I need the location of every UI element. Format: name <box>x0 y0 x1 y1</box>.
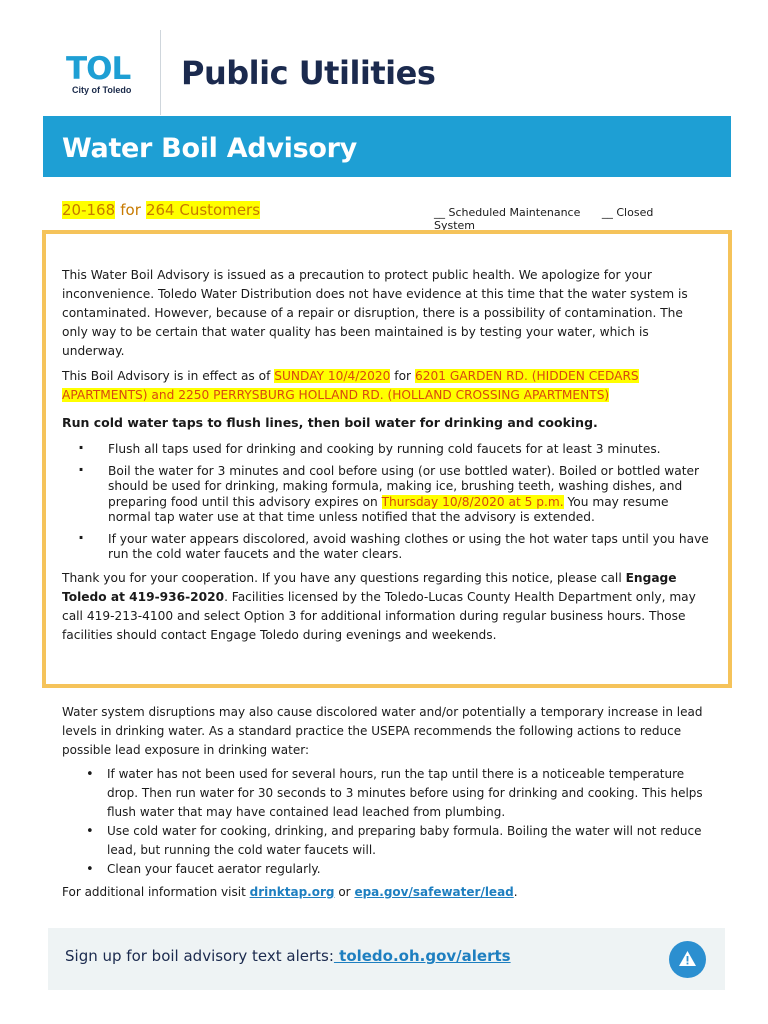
logo-subtitle: City of Toledo <box>72 85 132 95</box>
step-boil <box>62 464 712 526</box>
alerts-link[interactable]: toledo.oh.gov/alerts <box>333 947 511 965</box>
advisory-meta <box>62 200 682 232</box>
logo-mark: TOL <box>66 51 131 87</box>
lead-action-cold-water: • Use cold water for cooking, drinking, and preparing baby formula. Boiling the water will not reduce lead, but running the cold water faucets will. <box>62 822 712 860</box>
thanks-text: Thank you for your cooperation. If you have any questions regarding this notice, please call <box>62 570 622 585</box>
boil-steps <box>62 442 712 563</box>
engage-toledo-contact: Engage Toledo at 419-936-2020 <box>62 570 677 604</box>
more-info <box>62 883 712 902</box>
notice-thanks <box>62 569 712 645</box>
lead-info-section <box>62 703 712 902</box>
department-title: Public Utilities <box>181 54 436 92</box>
effect-date: SUNDAY 10/4/2020 <box>274 369 391 383</box>
header-divider <box>160 30 161 115</box>
customer-count: 264 Customers <box>145 201 261 219</box>
advisory-type-checks <box>434 206 682 232</box>
lead-actions-list <box>62 765 712 879</box>
thanks-after: . Facilities licensed by the Toledo-Lucas County Health Department only, may call 419-213-4100 and select Option 3 for additional information during regular business hours. Those facilities should contact Engage Toledo during evenings and weekends. <box>62 589 696 642</box>
effect-for: for <box>394 369 412 383</box>
for-word: for <box>120 201 141 219</box>
warning-icon <box>669 941 706 978</box>
notice-effect <box>62 367 712 405</box>
step-discolored: · If your water appears discolored, avoid washing clothes or using the hot water taps until you have run the cold water faucets and the water clears. <box>62 532 712 563</box>
expiry-date: Thursday 10/8/2020 at 5 p.m. <box>381 494 564 509</box>
step-flush: · Flush all taps used for drinking and cooking by running cold faucets for at least 3 minutes. <box>62 442 712 458</box>
alerts-signup-text <box>65 947 511 965</box>
notice-intro: This Water Boil Advisory is issued as a precaution to protect public health. We apologize for your inconvenience. Toledo Water Distribution does not have evidence at this time that the water system is contaminated. However, because of a repair or disruption, there is a possibility of contamination. The only way to be certain that water quality has been maintained is by testing your water, which is underway. <box>62 268 688 358</box>
effect-locations: 6201 GARDEN RD. (HIDDEN CEDARS APARTMENTS) and 2250 PERRYSBURG HOLLAND RD. (HOLLAND CROSSING APARTMENTS) <box>62 369 639 402</box>
effect-prefix: This Boil Advisory is in effect as of <box>62 369 271 383</box>
closed-system-check: __ Closed System <box>434 206 654 232</box>
step-boil-text: Boil the water for 3 minutes and cool before using (or use bottled water). Boiled or bottled water should be used for drinking, making formula, making ice, brushing teeth, washing dishes, and preparing food until this advisory expires on <box>108 463 699 509</box>
more-info-prefix: For additional information visit <box>62 885 246 899</box>
alerts-signup-footer <box>48 928 725 990</box>
run-heading: Run cold water taps to flush lines, then boil water for drinking and cooking. <box>62 415 598 430</box>
advisory-notice-box <box>42 230 732 688</box>
period: . <box>513 885 518 899</box>
alerts-prefix: Sign up for boil advisory text alerts: <box>65 947 334 965</box>
city-logo <box>66 51 146 95</box>
step-boil-after: You may resume normal tap water use at that time unless notified that the advisory is extended. <box>108 494 669 524</box>
page-title: Water Boil Advisory <box>62 133 357 164</box>
lead-action-aerator: • Clean your faucet aerator regularly. <box>62 860 712 879</box>
or-word: or <box>338 885 351 899</box>
advisory-number: 20-168 <box>62 201 116 219</box>
drinktap-link[interactable]: drinktap.org <box>249 885 335 899</box>
lead-intro: Water system disruptions may also cause discolored water and/or potentially a temporary increase in lead levels in drinking water. As a standard practice the USEPA recommends the following actions to reduce possible lead exposure in drinking water: <box>62 705 703 757</box>
page-header <box>62 30 742 115</box>
title-banner <box>43 116 731 177</box>
lead-action-run-tap: • If water has not been used for several hours, run the tap until there is a noticeable temperature drop. Then run water for 30 seconds to 3 minutes before using for drinking and cooking. This helps flush water that may have contained lead leached from plumbing. <box>62 765 712 822</box>
epa-lead-link[interactable]: epa.gov/safewater/lead <box>354 885 514 899</box>
advisory-notice-body <box>62 266 712 651</box>
scheduled-maintenance-check: __ Scheduled Maintenance <box>434 206 581 219</box>
